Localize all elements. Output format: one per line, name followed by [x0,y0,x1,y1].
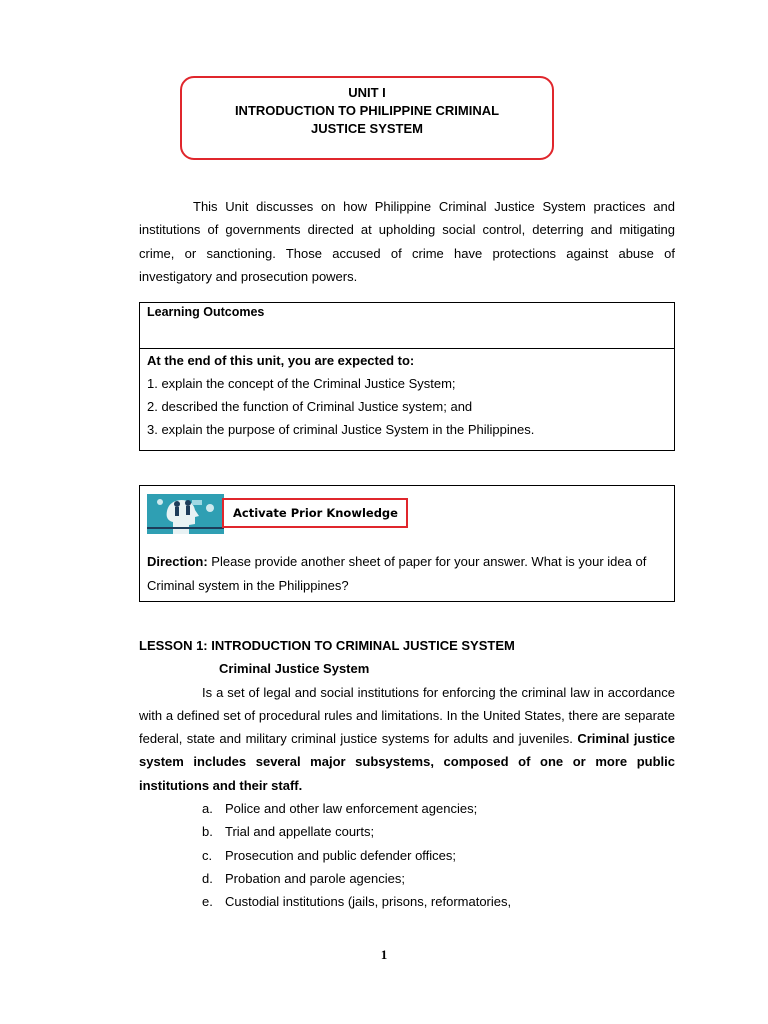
list-marker: a. [202,801,213,817]
lesson-title: LESSON 1: INTRODUCTION TO CRIMINAL JUSTICE SYSTEM [139,638,515,653]
learning-outcomes-table [139,302,675,451]
intro-paragraph [139,195,675,288]
learning-outcomes-body [140,349,674,441]
unit-title-box [180,76,554,160]
lesson-paragraph-text: Is a set of legal and social institutions for enforcing the criminal law in accordance with a defined set of procedural rules and limitations. In the United States, there are separate federal, state and military criminal justice systems for adults and juveniles. [139,684,675,747]
list-marker: e. [202,894,213,910]
lesson-section [139,634,675,914]
direction-body: Please provide another sheet of paper for your answer. What is your idea of Criminal system in the Philippines? [147,554,647,593]
list-text: Custodial institutions (jails, prisons, reformatories, [225,894,512,910]
unit-title-line-1: INTRODUCTION TO PHILIPPINE CRIMINAL [234,103,500,118]
learning-outcome-item: 1. explain the concept of the Criminal Justice System; [147,376,456,391]
list-item [139,844,675,867]
intro-text: This Unit discusses on how Philippine Criminal Justice System practices and institutions of governments directed at upholding social control, deterring and mitigating crime, or sanctioning. Those accused of crime have protections against abuse of investigatory and prosecution powers. [139,199,675,284]
learning-outcome-item: 2. described the function of Criminal Justice system; and [147,399,473,414]
lesson-paragraph-bold: Criminal justice system includes several major subsystems, composed of one or more public institutions and their staff. [139,731,676,793]
list-item [139,797,675,820]
thinking-head-illustration [147,494,224,534]
list-text: Probation and parole agencies; [225,870,405,886]
list-text: Police and other law enforcement agencies; [225,801,478,817]
lesson-subtitle: Criminal Justice System [219,661,370,677]
list-marker: c. [202,847,213,863]
learning-outcomes-header: Learning Outcomes [140,303,674,349]
list-text: Trial and appellate courts; [225,824,375,840]
list-marker: b. [202,824,213,840]
list-item [139,820,675,843]
direction-text [147,550,667,597]
list-item [139,867,675,890]
list-item [139,890,675,913]
unit-title-line-2: JUSTICE SYSTEM [311,121,423,136]
direction-label: Direction: [147,554,208,569]
learning-outcome-item: 3. explain the purpose of criminal Justice System in the Philippines. [147,422,535,437]
lesson-paragraph [139,681,675,797]
page-number: 1 [380,947,388,962]
list-marker: d. [202,870,213,886]
learning-outcomes-lead: At the end of this unit, you are expected to: [147,353,415,368]
activate-prior-knowledge-box [139,485,675,602]
unit-number: UNIT I [348,85,386,100]
subsystem-list [139,797,675,913]
list-text: Prosecution and public defender offices; [225,847,457,863]
activate-prior-knowledge-label: Activate Prior Knowledge [222,498,408,528]
